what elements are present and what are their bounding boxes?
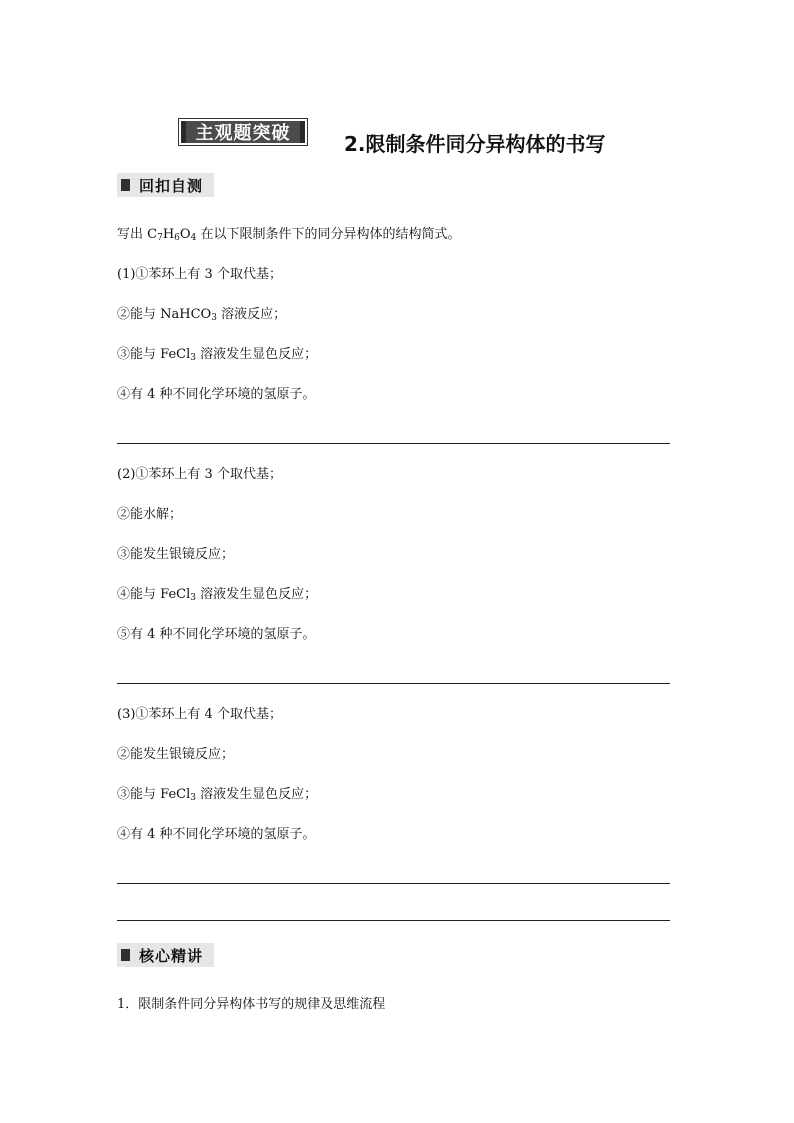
subscript: 6 (174, 233, 180, 243)
subscript: 3 (190, 793, 196, 803)
condition-text: ②能与 NaHCO (117, 307, 212, 322)
condition-text: 溶液发生显色反应； (195, 347, 318, 362)
q3-condition-1: (3)①苯环上有 4 个取代基； (117, 707, 282, 722)
q3-condition-2: ②能发生银镜反应； (117, 747, 235, 762)
subscript: 7 (157, 233, 163, 243)
condition-text: ④能与 FeCl (117, 587, 191, 602)
section-header-label: 核心精讲 (139, 946, 204, 965)
core-item-1: 1．限制条件同分异构体书写的规律及思维流程 (117, 997, 386, 1012)
q2-condition-2: ②能水解； (117, 507, 183, 522)
condition-text: ③能与 FeCl (117, 787, 191, 802)
intro-text: 写出 C (117, 227, 158, 242)
intro-text: 在以下限制条件下的同分异构体的结构简式。 (196, 227, 461, 242)
q2-condition-3: ③能发生银镜反应； (117, 547, 235, 562)
answer-line-q2[interactable] (117, 683, 670, 684)
q2-condition-5: ⑤有 4 种不同化学环境的氢原子。 (117, 627, 316, 642)
section-badge-label: 主观题突破 (181, 121, 305, 143)
q1-condition-4: ④有 4 种不同化学环境的氢原子。 (117, 387, 316, 402)
q1-condition-2 (117, 307, 286, 326)
answer-line-q3b[interactable] (117, 920, 670, 921)
answer-line-q3a[interactable] (117, 883, 670, 884)
subscript: 3 (190, 593, 196, 603)
section-bar-icon (121, 949, 133, 961)
subscript: 4 (190, 233, 197, 243)
subscript: 3 (211, 313, 217, 323)
intro-text: H (162, 227, 175, 242)
condition-text: 溶液发生显色反应； (195, 587, 318, 602)
question-intro (117, 227, 460, 246)
subscript: 3 (190, 353, 196, 363)
section-bar-icon (121, 179, 133, 191)
q3-condition-4: ④有 4 种不同化学环境的氢原子。 (117, 827, 316, 842)
intro-text: O (179, 227, 191, 242)
answer-line-q1[interactable] (117, 443, 670, 444)
q1-condition-3 (117, 347, 317, 366)
section-header-core (117, 943, 214, 967)
q2-condition-1: (2)①苯环上有 3 个取代基； (117, 467, 282, 482)
section-badge (178, 118, 308, 146)
section-header-review (117, 173, 214, 197)
condition-text: 溶液反应； (216, 307, 287, 322)
q2-condition-4 (117, 587, 317, 606)
section-header-label: 回扣自测 (139, 176, 204, 195)
page-title: 2.限制条件同分异构体的书写 (344, 132, 606, 156)
q1-condition-1: (1)①苯环上有 3 个取代基； (117, 267, 282, 282)
q3-condition-3 (117, 787, 317, 806)
condition-text: ③能与 FeCl (117, 347, 191, 362)
condition-text: 溶液发生显色反应； (195, 787, 318, 802)
